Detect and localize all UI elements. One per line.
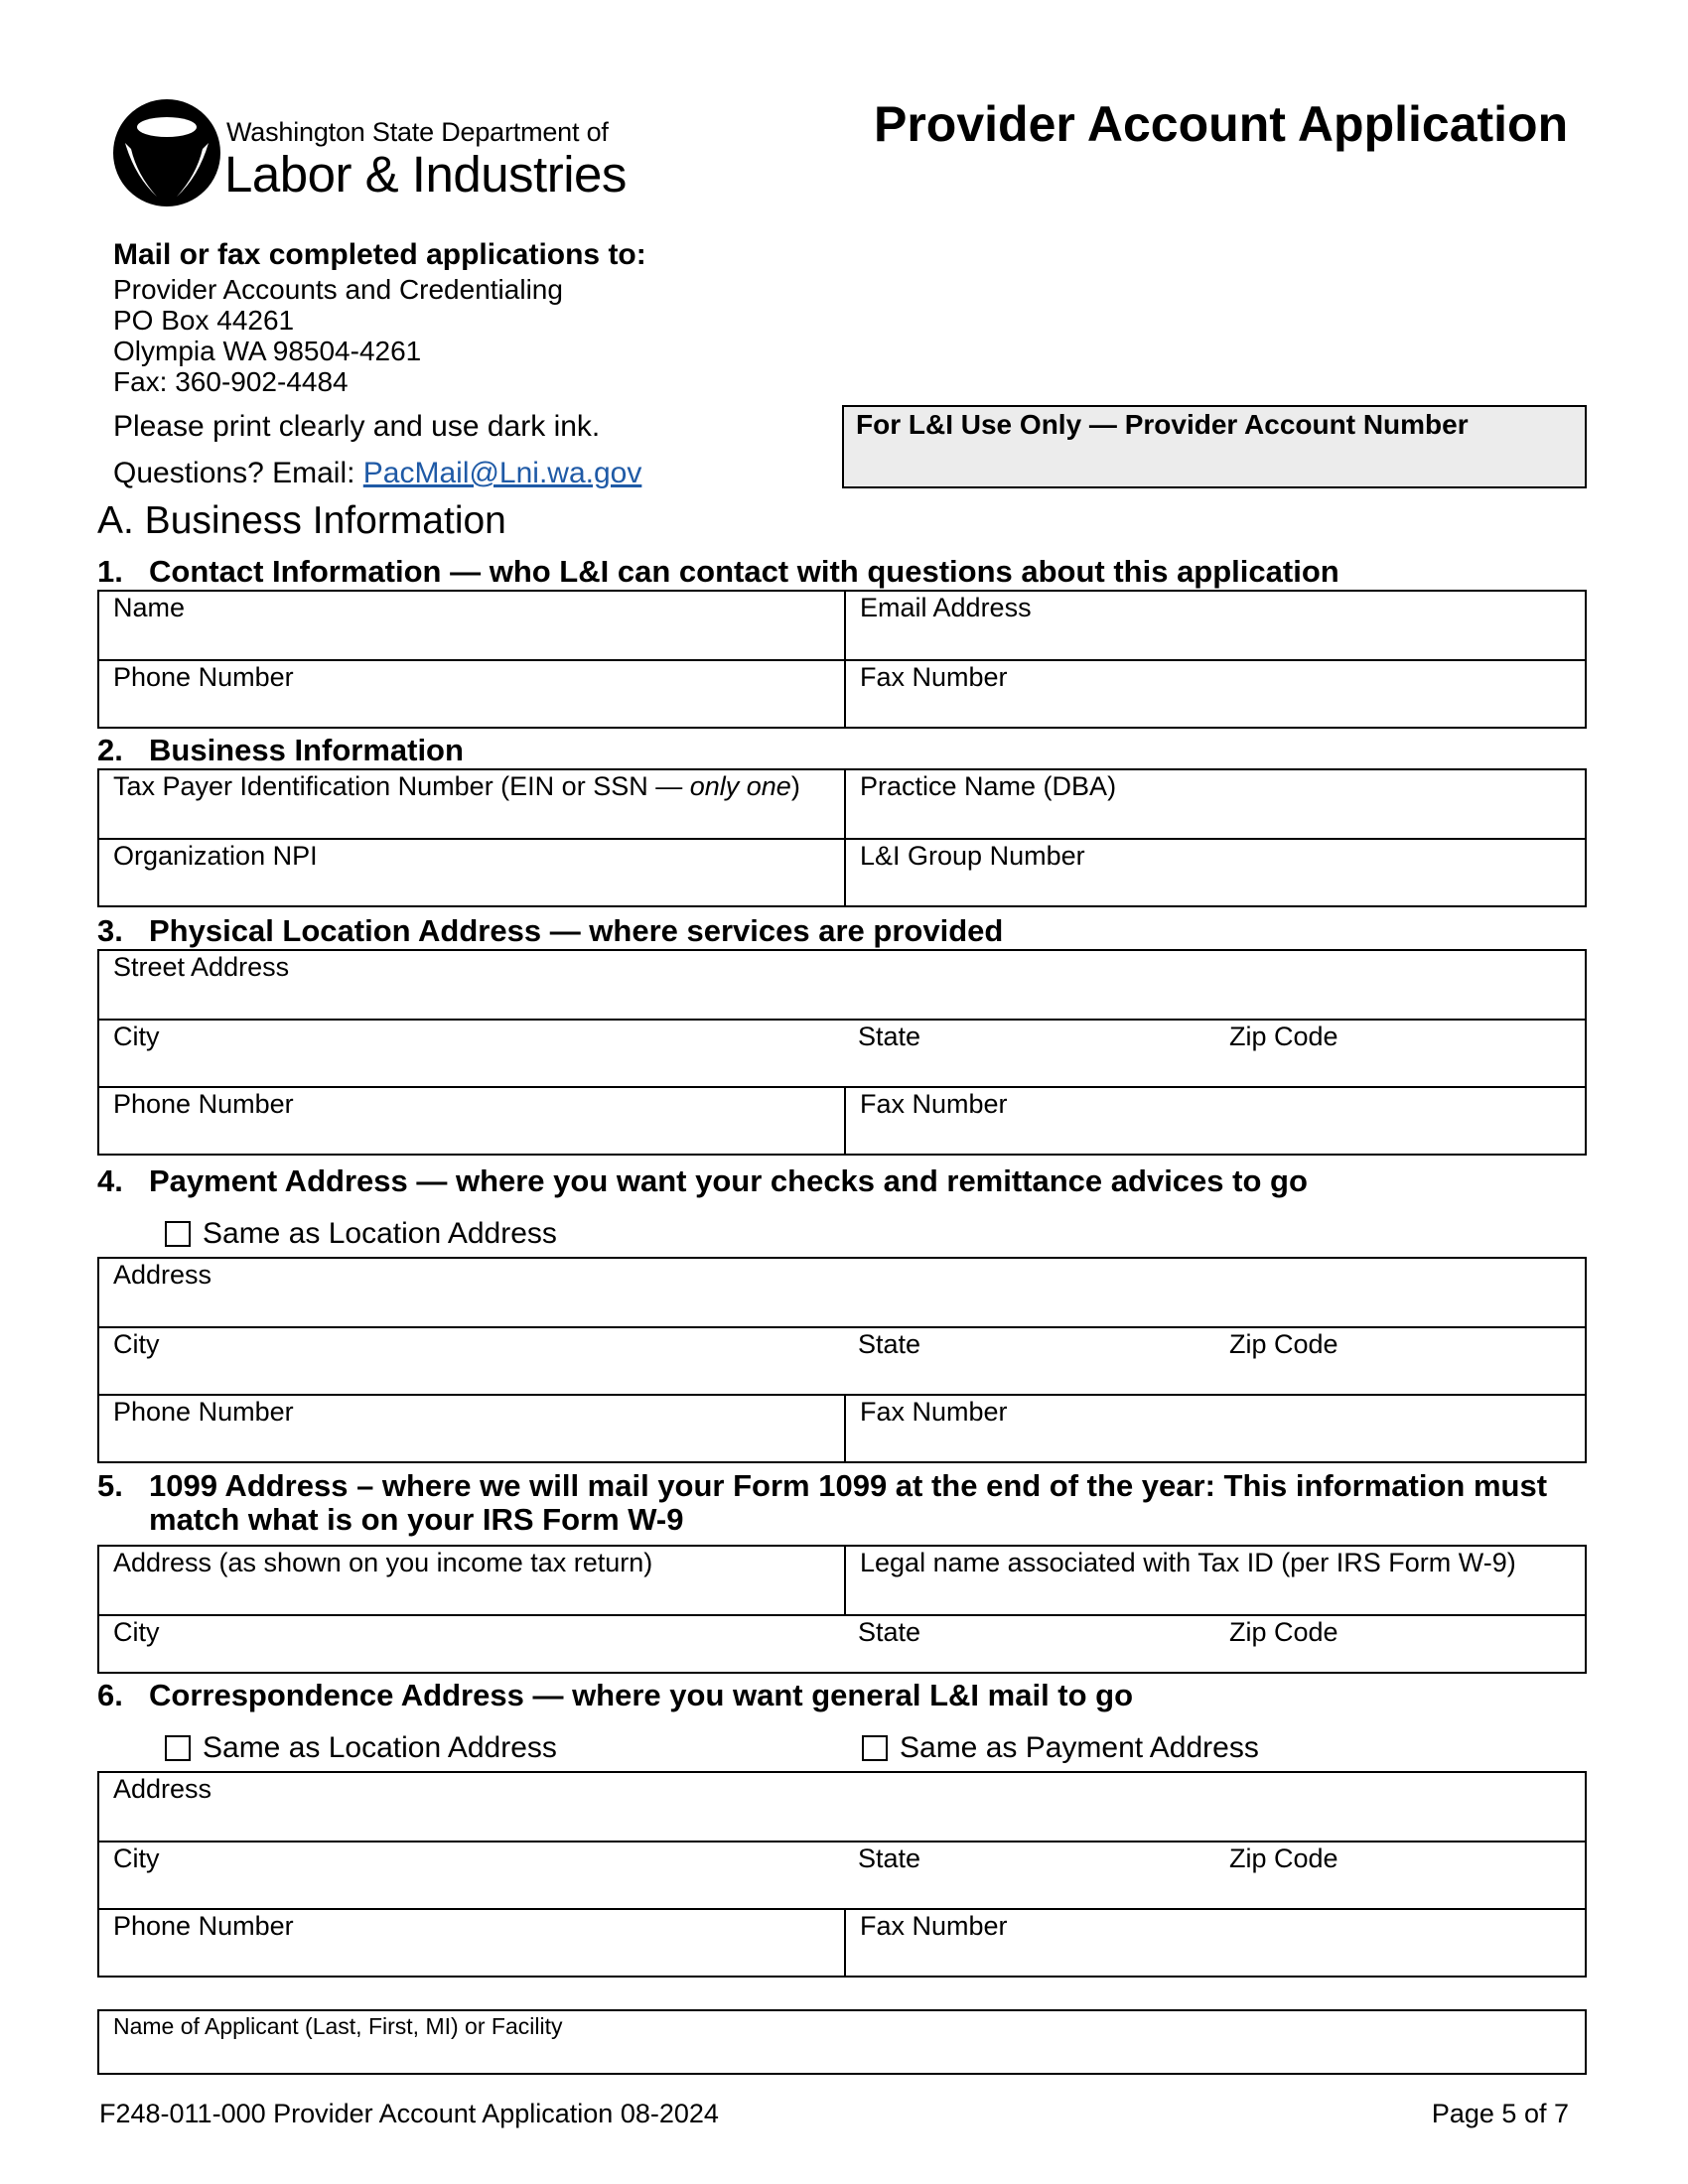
- phone-field[interactable]: [99, 1088, 844, 1154]
- field-label: State: [858, 1843, 921, 1873]
- field-label: Zip Code: [1229, 1617, 1338, 1647]
- city-field[interactable]: [99, 1616, 844, 1672]
- checkbox-label: Same as Payment Address: [900, 1731, 1259, 1764]
- questions-label: Questions? Email:: [113, 457, 363, 489]
- payment-address-grid: [97, 1257, 1587, 1463]
- field-label: City: [113, 1843, 160, 1873]
- field-label: Address (as shown on you income tax return): [113, 1548, 653, 1577]
- print-note: Please print clearly and use dark ink.: [113, 410, 601, 443]
- field-label: Zip Code: [1229, 1022, 1338, 1051]
- section-number: 4.: [97, 1163, 123, 1198]
- section-6-heading: [97, 1678, 1133, 1713]
- field-label: City: [113, 1022, 160, 1051]
- mail-line: Fax: 360-902-4484: [113, 366, 349, 397]
- legal-name-field[interactable]: [844, 1547, 1585, 1614]
- fax-field[interactable]: [844, 1396, 1585, 1461]
- section-2-title: Business Information: [149, 733, 464, 767]
- field-label: Fax Number: [860, 1397, 1008, 1427]
- address-field[interactable]: [99, 1259, 1585, 1326]
- street-address-field[interactable]: [99, 951, 1585, 1019]
- phone-field[interactable]: [99, 1910, 844, 1976]
- checkbox-box[interactable]: [165, 1221, 191, 1247]
- section-5-heading: [97, 1469, 1547, 1537]
- section-1-heading: [97, 554, 1339, 590]
- zip-field[interactable]: [1215, 1843, 1585, 1908]
- field-label: State: [858, 1329, 921, 1359]
- tin-field[interactable]: [99, 770, 844, 838]
- payment-same-as-location-checkbox[interactable]: [165, 1217, 557, 1251]
- lni-logo-icon: [111, 97, 222, 208]
- state-field[interactable]: [844, 1021, 1215, 1086]
- field-label: Zip Code: [1229, 1329, 1338, 1359]
- state-field[interactable]: [844, 1843, 1215, 1908]
- field-label: Fax Number: [860, 1089, 1008, 1119]
- correspondence-same-as-payment-checkbox[interactable]: [862, 1731, 1259, 1765]
- section-1-title: Contact Information — who L&I can contact with questions about this application: [149, 554, 1339, 589]
- field-label: Practice Name (DBA): [860, 771, 1117, 801]
- fax-field[interactable]: [844, 661, 1585, 727]
- field-label: State: [858, 1022, 921, 1051]
- correspondence-address-grid: [97, 1771, 1587, 1978]
- state-field[interactable]: [844, 1616, 1215, 1672]
- email-field[interactable]: [844, 592, 1585, 659]
- field-label: Street Address: [113, 952, 290, 982]
- field-label: Email Address: [860, 593, 1032, 622]
- office-use-box: [842, 405, 1587, 488]
- section-2-heading: [97, 733, 464, 768]
- npi-field[interactable]: [99, 840, 844, 905]
- checkbox-label: Same as Location Address: [203, 1217, 557, 1250]
- checkbox-label: Same as Location Address: [203, 1731, 557, 1764]
- field-label: Phone Number: [113, 1911, 294, 1941]
- address-field[interactable]: [99, 1773, 1585, 1841]
- phone-field[interactable]: [99, 1396, 844, 1461]
- field-label: Phone Number: [113, 1089, 294, 1119]
- fax-field[interactable]: [844, 1910, 1585, 1976]
- business-info-grid: [97, 768, 1587, 907]
- section-3-title: Physical Location Address — where services are provided: [149, 913, 1004, 948]
- group-number-field[interactable]: [844, 840, 1585, 905]
- section-number: 1.: [97, 554, 123, 589]
- phone-field[interactable]: [99, 661, 844, 727]
- field-label: Fax Number: [860, 1911, 1008, 1941]
- logo-org-line2: Labor & Industries: [224, 146, 627, 203]
- mail-heading: Mail or fax completed applications to:: [113, 238, 646, 271]
- section-number: 6.: [97, 1678, 123, 1712]
- section-6-title: Correspondence Address — where you want general L&I mail to go: [149, 1678, 1134, 1712]
- field-label: Tax Payer Identification Number (EIN or SSN — only one): [113, 771, 800, 801]
- page-title: Provider Account Application: [874, 96, 1569, 152]
- field-label: State: [858, 1617, 921, 1647]
- section-number: 3.: [97, 913, 123, 948]
- mail-line: Provider Accounts and Credentialing: [113, 274, 563, 305]
- fax-field[interactable]: [844, 1088, 1585, 1154]
- field-label: Name: [113, 593, 186, 622]
- zip-field[interactable]: [1215, 1021, 1585, 1086]
- applicant-name-field[interactable]: [97, 2009, 1587, 2075]
- field-label: Phone Number: [113, 662, 294, 692]
- checkbox-box[interactable]: [862, 1735, 888, 1761]
- field-label: Address: [113, 1774, 212, 1804]
- questions-line: [113, 457, 641, 490]
- practice-name-field[interactable]: [844, 770, 1585, 838]
- form-id: F248-011-000 Provider Account Application 08-2024: [99, 2099, 719, 2128]
- field-label: Zip Code: [1229, 1843, 1338, 1873]
- page-number: Page 5 of 7: [1431, 2099, 1569, 2128]
- section-3-heading: [97, 913, 1003, 949]
- office-use-label: For L&I Use Only — Provider Account Number: [856, 409, 1469, 440]
- section-a-title: A. Business Information: [97, 499, 506, 542]
- section-5-title-line2: match what is on your IRS Form W-9: [149, 1502, 684, 1537]
- field-label: Legal name associated with Tax ID (per IRS Form W-9): [860, 1548, 1516, 1577]
- field-label: Phone Number: [113, 1397, 294, 1427]
- location-address-grid: [97, 949, 1587, 1156]
- section-4-heading: [97, 1163, 1308, 1199]
- zip-field[interactable]: [1215, 1328, 1585, 1394]
- email-link[interactable]: PacMail@Lni.wa.gov: [362, 457, 642, 489]
- mail-line: PO Box 44261: [113, 305, 295, 336]
- section-4-title: Payment Address — where you want your checks and remittance advices to go: [149, 1163, 1308, 1198]
- name-field[interactable]: [99, 592, 844, 659]
- mail-line: Olympia WA 98504-4261: [113, 336, 422, 366]
- zip-field[interactable]: [1215, 1616, 1585, 1672]
- field-label: Name of Applicant (Last, First, MI) or Facility: [113, 2013, 563, 2039]
- field-label: Organization NPI: [113, 841, 318, 871]
- section-5-title-line1: 1099 Address – where we will mail your Form 1099 at the end of the year: This information must: [149, 1468, 1548, 1503]
- contact-info-grid: [97, 590, 1587, 729]
- form-1099-address-grid: [97, 1545, 1587, 1674]
- field-label: City: [113, 1329, 160, 1359]
- checkbox-box[interactable]: [165, 1735, 191, 1761]
- city-field[interactable]: [99, 1021, 844, 1086]
- city-field[interactable]: [99, 1328, 844, 1394]
- field-label: Fax Number: [860, 662, 1008, 692]
- logo-org-line1: Washington State Department of: [226, 117, 609, 147]
- city-field[interactable]: [99, 1843, 844, 1908]
- state-field[interactable]: [844, 1328, 1215, 1394]
- section-number: 2.: [97, 733, 123, 767]
- correspondence-same-as-location-checkbox[interactable]: [165, 1731, 557, 1765]
- section-number: 5.: [97, 1468, 123, 1503]
- address-1099-field[interactable]: [99, 1547, 844, 1614]
- field-label: City: [113, 1617, 160, 1647]
- field-label: Address: [113, 1260, 212, 1290]
- field-label: L&I Group Number: [860, 841, 1085, 871]
